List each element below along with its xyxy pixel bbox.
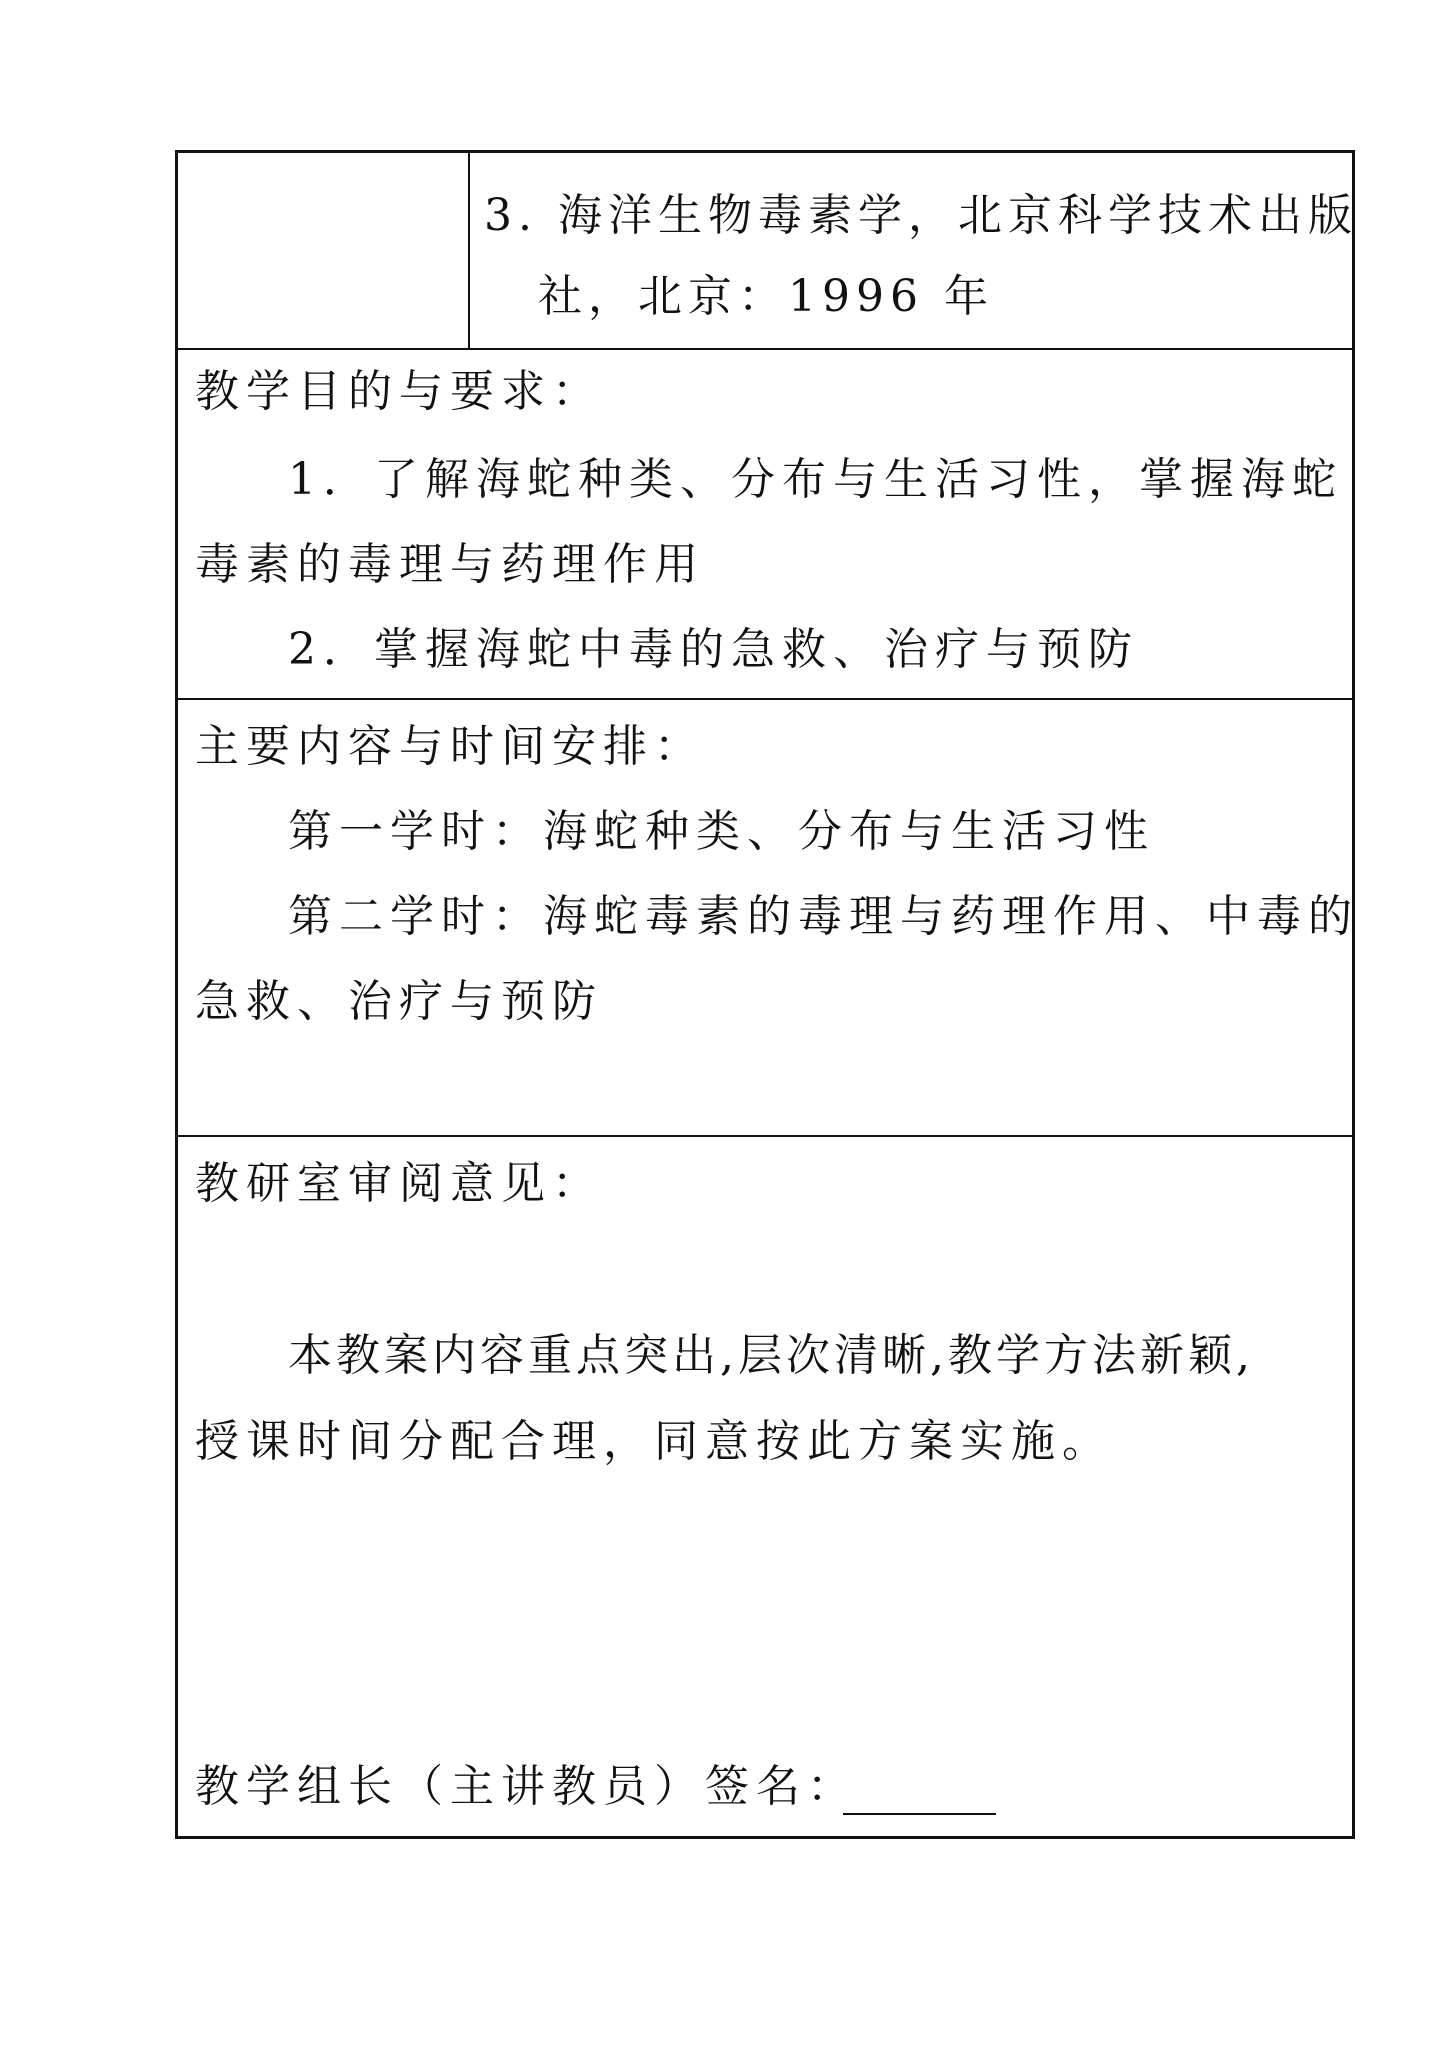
- reference-line-2: 社，北京：1996 年: [538, 271, 994, 322]
- review-section: [178, 1137, 1352, 1836]
- goals-item-2: 2．掌握海蛇中毒的急救、治疗与预防: [288, 624, 1139, 675]
- goals-item-1-line-2: 毒素的毒理与药理作用: [195, 539, 705, 590]
- signature-line: [843, 1813, 996, 1815]
- goals-item-1-line-1: 1．了解海蛇种类、分布与生活习性，掌握海蛇: [288, 454, 1343, 505]
- review-heading: 教研室审阅意见：: [195, 1158, 603, 1209]
- review-opinion-line-2: 授课时间分配合理，同意按此方案实施。: [195, 1416, 1113, 1467]
- reference-row: [178, 153, 1358, 350]
- reference-label-cell: [178, 153, 470, 348]
- goals-section: [178, 350, 1352, 700]
- review-opinion-line-1: 本教案内容重点突出,层次清晰,教学方法新颖,: [288, 1330, 1254, 1381]
- reference-line-1: 3. 海洋生物毒素学，北京科学技术出版: [484, 190, 1358, 241]
- signature-label: 教学组长（主讲教员）签名：: [195, 1761, 858, 1812]
- goals-heading: 教学目的与要求：: [195, 366, 603, 417]
- reference-content-cell: [470, 153, 1358, 348]
- content-section: [178, 700, 1359, 1137]
- content-heading: 主要内容与时间安排：: [195, 721, 705, 772]
- lesson-plan-form: [175, 150, 1359, 1839]
- content-period-2-line-1: 第二学时：海蛇毒素的毒理与药理作用、中毒的: [288, 891, 1359, 942]
- content-period-1: 第一学时：海蛇种类、分布与生活习性: [288, 806, 1155, 857]
- content-period-2-line-2: 急救、治疗与预防: [195, 976, 603, 1027]
